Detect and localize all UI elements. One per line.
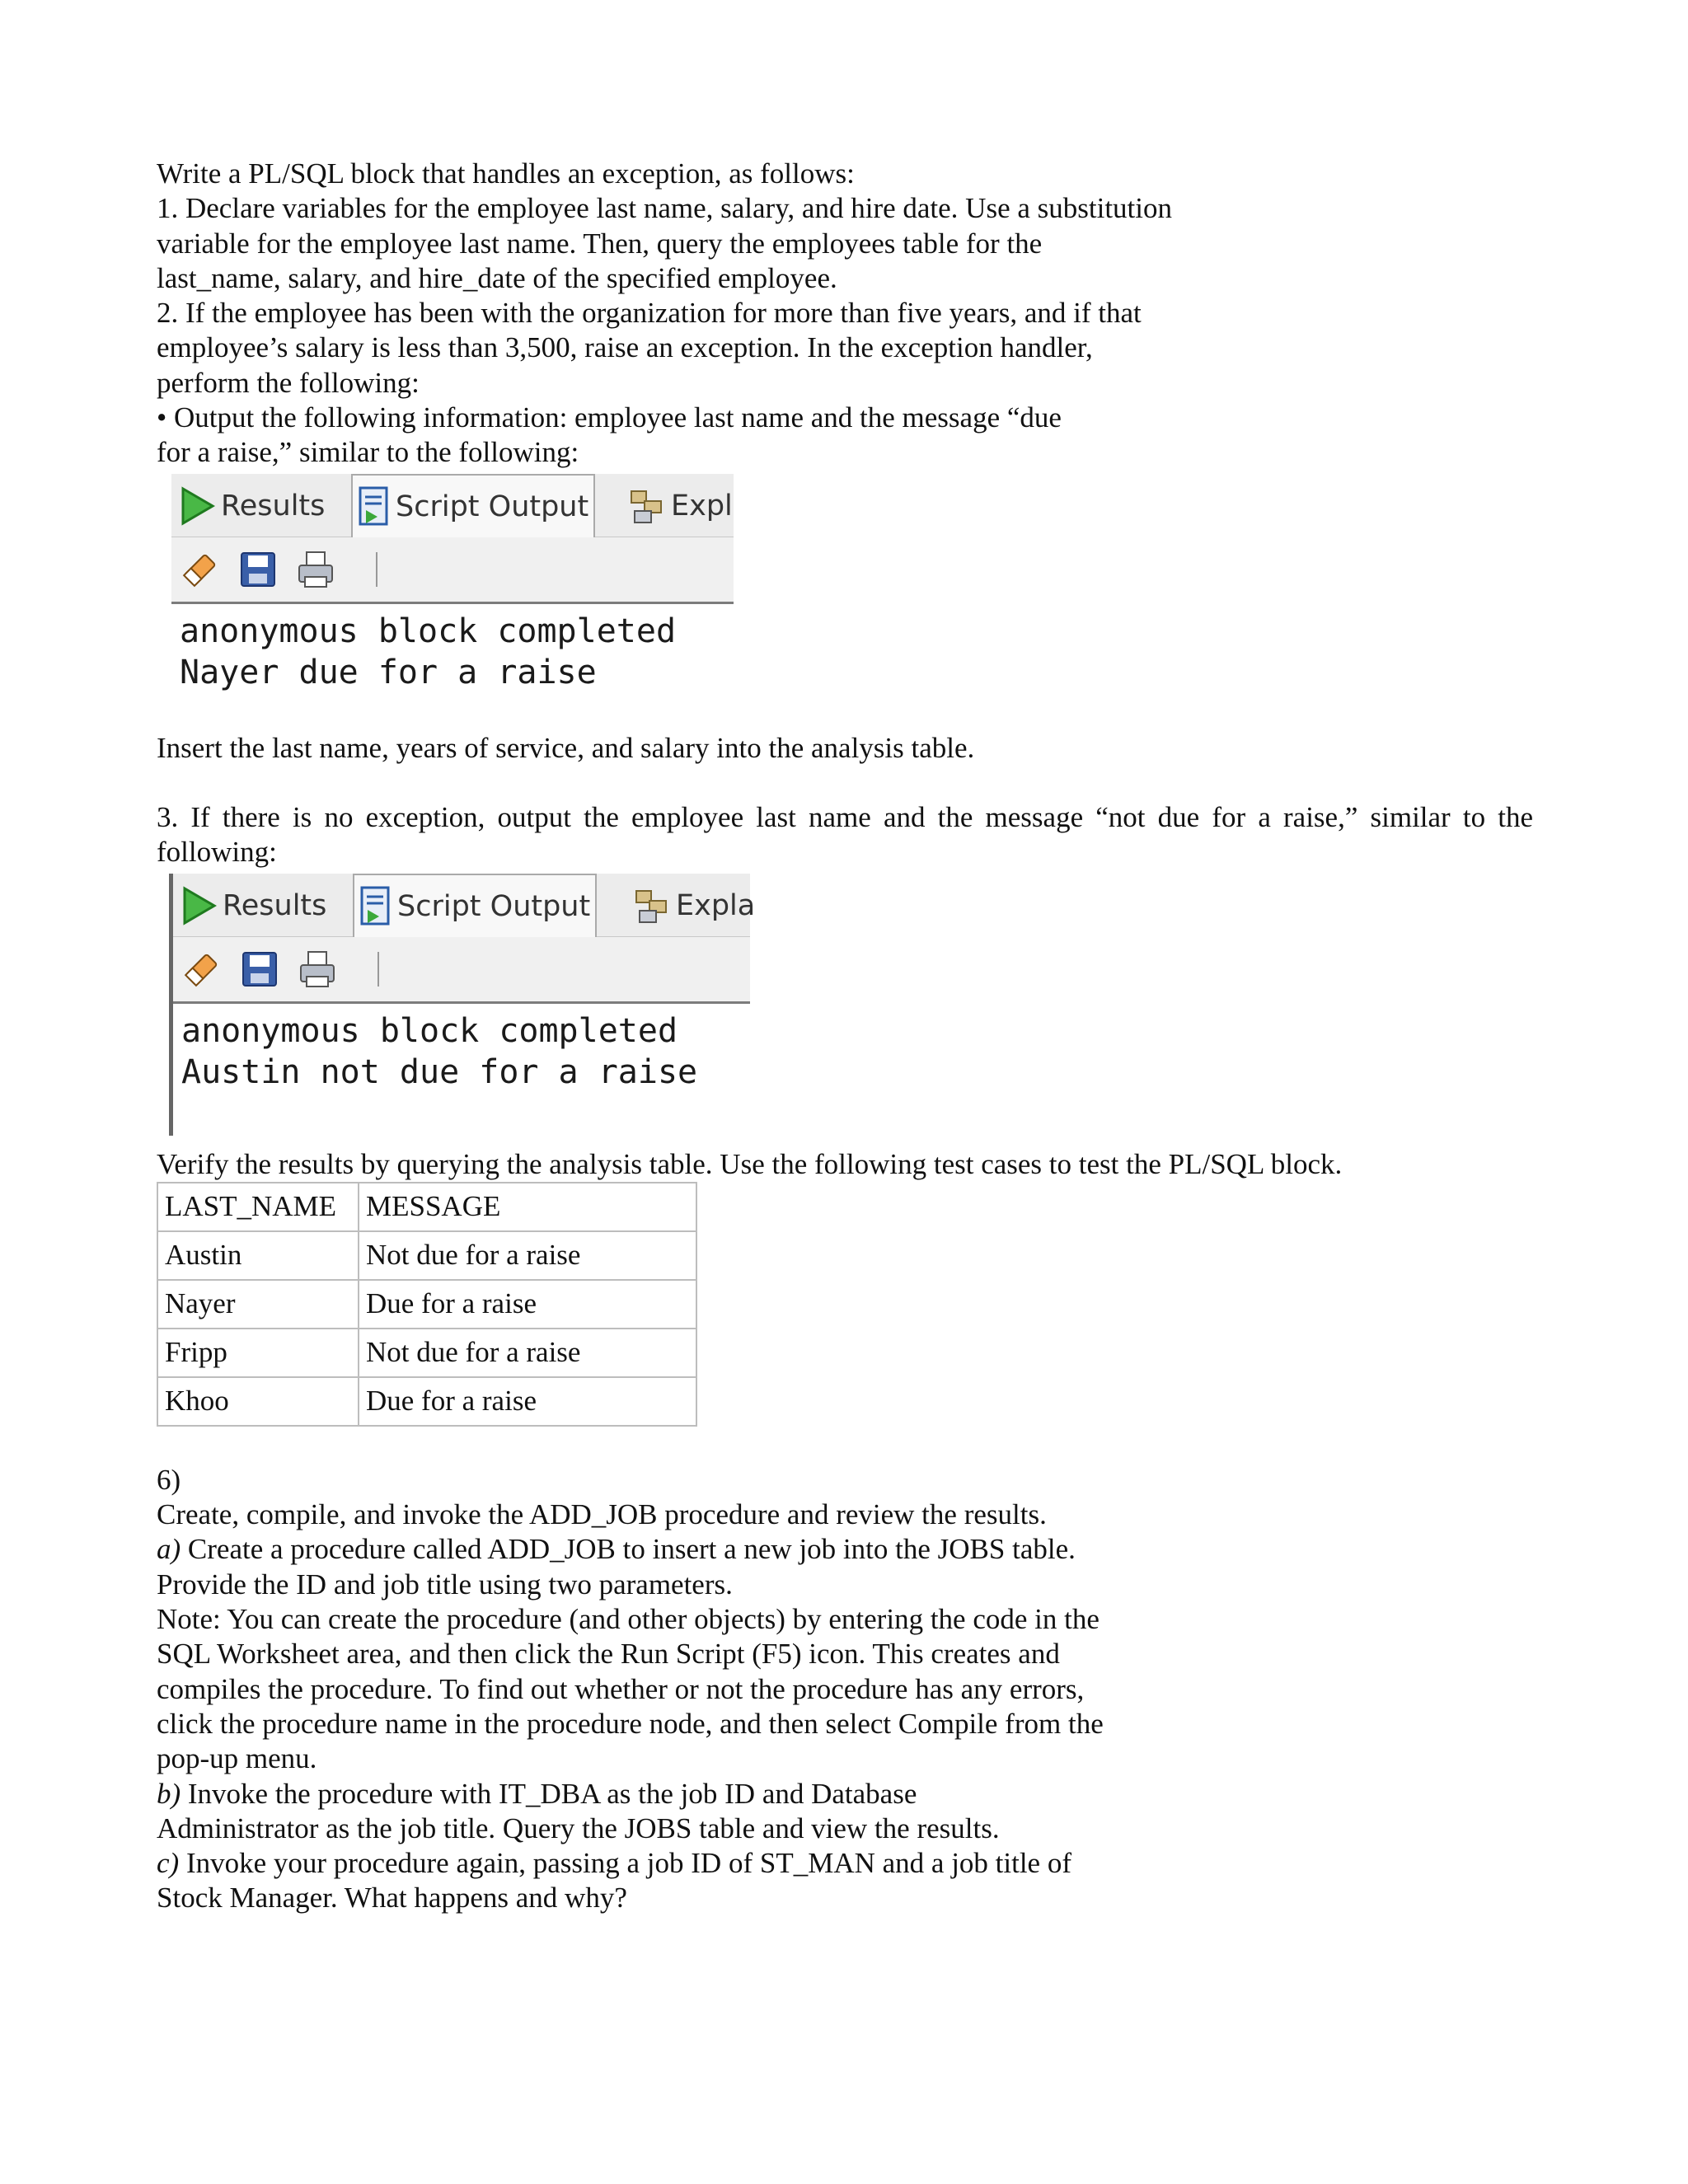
q6-line: compiles the procedure. To find out whether or not the procedure has any errors, — [157, 1672, 1085, 1705]
q6-part-c — [157, 1846, 1541, 1881]
run-triangle-icon — [180, 485, 216, 527]
script-output-icon — [359, 885, 392, 928]
cell-last-name: Fripp — [157, 1329, 359, 1377]
part-b-marker: b) — [157, 1777, 181, 1810]
table-row — [157, 1329, 696, 1377]
test-cases-table — [157, 1182, 697, 1427]
q6-part-a — [157, 1532, 1541, 1567]
tab-results[interactable] — [175, 477, 330, 535]
output-line: anonymous block completed — [181, 1011, 678, 1050]
tab-script-output[interactable] — [351, 474, 595, 538]
table-header-row — [157, 1183, 696, 1231]
q6-line: Administrator as the job title. Query the JOBS table and view the results. — [157, 1811, 1000, 1844]
save-icon[interactable] — [237, 549, 279, 590]
cell-last-name: Nayer — [157, 1280, 359, 1329]
save-icon[interactable] — [239, 949, 280, 990]
output-line: Austin not due for a raise — [181, 1052, 698, 1091]
header-message: MESSAGE — [359, 1183, 696, 1231]
q6-line: Stock Manager. What happens and why? — [157, 1882, 627, 1915]
script-output-text — [171, 604, 734, 700]
verify-line: Verify the results by querying the analysis table. Use the following test cases to test the PL/SQL block. — [157, 1147, 1343, 1180]
panel-toolbar — [171, 537, 734, 604]
print-icon[interactable] — [297, 949, 338, 990]
intro-line: 1. Declare variables for the employee last name, salary, and hire date. Use a substitution — [157, 192, 1173, 225]
tab-script-output[interactable] — [353, 874, 597, 938]
table-row — [157, 1280, 696, 1329]
tab-results[interactable] — [176, 877, 331, 935]
script-output-panel-austin — [169, 874, 756, 1136]
tab-explain-label: Expla — [676, 888, 756, 922]
toolbar-separator — [377, 952, 379, 987]
cell-message: Not due for a raise — [359, 1231, 696, 1280]
table-row — [157, 1231, 696, 1280]
toolbar-separator — [376, 552, 377, 587]
tab-explain-label: Expl — [671, 489, 733, 523]
insert-line: Insert the last name, years of service, and salary into the analysis table. — [157, 731, 975, 764]
table-row — [157, 1377, 696, 1426]
tab-script-output-label: Script Output — [397, 889, 591, 923]
intro-line: Write a PL/SQL block that handles an exception, as follows: — [157, 157, 855, 190]
intro-line: • Output the following information: employee last name and the message “due — [157, 401, 1062, 434]
explain-plan-icon — [633, 886, 671, 926]
part-a-marker: a) — [157, 1533, 181, 1566]
header-last-name: LAST_NAME — [157, 1183, 359, 1231]
cell-last-name: Austin — [157, 1231, 359, 1280]
question-number: 6) — [157, 1463, 181, 1496]
q6-line: Note: You can create the procedure (and other objects) by entering the code in the — [157, 1603, 1100, 1636]
panel-tab-bar — [171, 474, 734, 537]
panel-toolbar — [173, 937, 750, 1004]
cell-message: Due for a raise — [359, 1280, 696, 1329]
tab-explain[interactable] — [623, 477, 738, 535]
eraser-icon[interactable] — [180, 549, 221, 590]
part-c-marker: c) — [157, 1847, 180, 1880]
script-output-icon — [358, 485, 391, 528]
q6-line: Provide the ID and job title using two parameters. — [157, 1568, 733, 1601]
intro-line: variable for the employee last name. Then, query the employees table for the — [157, 227, 1043, 260]
tab-script-output-label: Script Output — [396, 490, 589, 523]
q6-line: SQL Worksheet area, and then click the Run Script (F5) icon. This creates and — [157, 1638, 1060, 1671]
intro-line: employee’s salary is less than 3,500, raise an exception. In the exception handler, — [157, 331, 1093, 364]
q6-line: Create, compile, and invoke the ADD_JOB procedure and review the results. — [157, 1498, 1047, 1531]
print-icon[interactable] — [295, 549, 336, 590]
cell-last-name: Khoo — [157, 1377, 359, 1426]
output-line: Nayer due for a raise — [180, 653, 597, 691]
q6-line: click the procedure name in the procedure node, and then select Compile from the — [157, 1707, 1104, 1740]
intro-line: for a raise,” similar to the following: — [157, 436, 579, 469]
cell-message: Due for a raise — [359, 1377, 696, 1426]
tab-explain[interactable] — [628, 877, 760, 935]
intro-line: 2. If the employee has been with the organization for more than five years, and if that — [157, 297, 1142, 330]
run-triangle-icon — [181, 885, 218, 926]
intro-line: perform the following: — [157, 366, 420, 399]
q6-part-b — [157, 1777, 1541, 1811]
script-output-panel-nayer — [171, 474, 734, 723]
explain-plan-icon — [628, 486, 666, 526]
document-page — [157, 157, 1541, 1916]
q6-line: pop-up menu. — [157, 1742, 317, 1775]
eraser-icon[interactable] — [181, 949, 223, 990]
q6-line: Invoke the procedure with IT_DBA as the job ID and Database — [187, 1777, 917, 1810]
output-line: anonymous block completed — [180, 612, 677, 650]
step3-paragraph: 3. If there is no exception, output the employee last name and the message “not due for a raise,” similar to the following: — [157, 800, 1533, 869]
cell-message: Not due for a raise — [359, 1329, 696, 1377]
tab-results-label: Results — [223, 888, 327, 922]
q6-line: Invoke your procedure again, passing a job ID of ST_MAN and a job title of — [185, 1847, 1071, 1880]
script-output-text — [173, 1004, 750, 1099]
tab-results-label: Results — [221, 489, 326, 523]
intro-line: last_name, salary, and hire_date of the specified employee. — [157, 261, 837, 294]
q6-line: Create a procedure called ADD_JOB to insert a new job into the JOBS table. — [187, 1533, 1076, 1566]
panel-tab-bar — [173, 874, 756, 937]
